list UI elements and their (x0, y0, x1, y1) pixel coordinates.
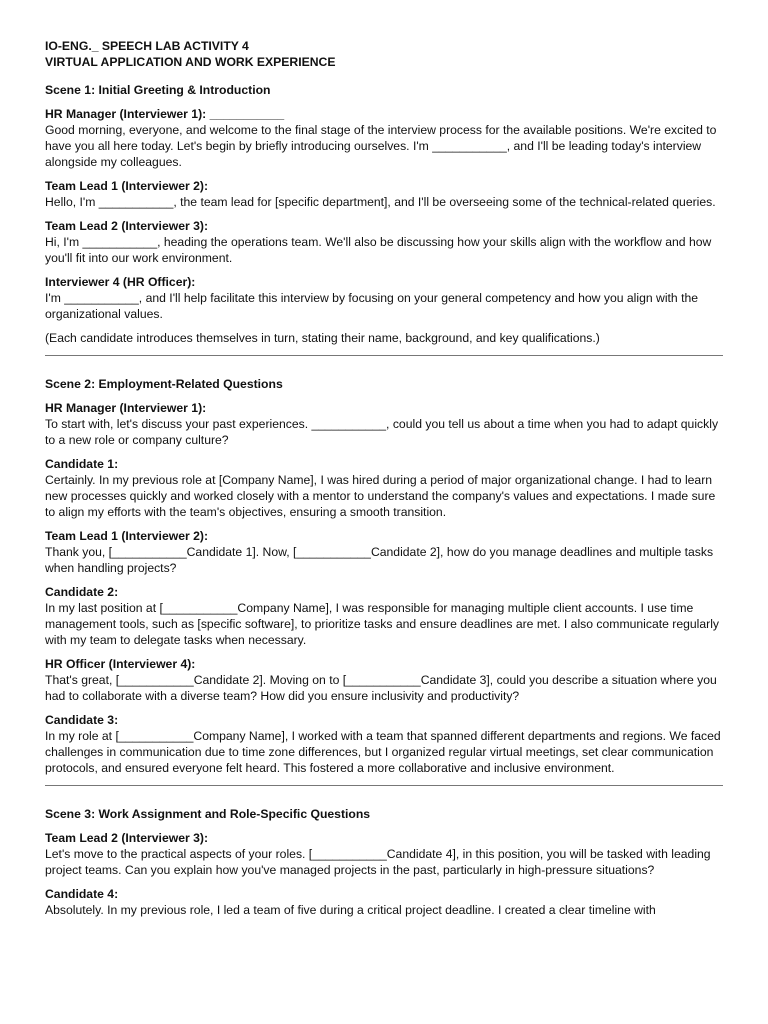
dialogue-block (45, 456, 725, 520)
dialogue-block (45, 178, 725, 210)
dialogue-block (45, 656, 725, 704)
section-divider (45, 785, 723, 786)
dialogue-block (45, 274, 725, 322)
speech-text: Thank you, [___________Candidate 1]. Now, [___________Candidate 2], how do you manage deadlines and multiple tasks when handling projects? (45, 545, 714, 575)
section-divider (45, 355, 723, 356)
speaker-label: Team Lead 2 (Interviewer 3): (45, 219, 209, 233)
speech-text: I'm ___________, and I'll help facilitate this interview by focusing on your general competency and how you align with the organizational values. (45, 291, 699, 321)
dialogue-block (45, 886, 725, 918)
scene-1 (45, 82, 725, 346)
scene-3-title: Scene 3: Work Assignment and Role-Specific Questions (45, 807, 371, 821)
speech-text: Absolutely. In my previous role, I led a team of five during a critical project deadline. I created a clear timeline with (45, 903, 656, 917)
scene-2-title: Scene 2: Employment-Related Questions (45, 377, 283, 391)
speech-text: In my role at [___________Company Name], I worked with a team that spanned different departments and regions. We faced challenges in communication due to time zone differences, but I organized regular virtual meetings, set clear communication protocols, and ensured everyone felt heard. This fostered a more collaborative and inclusive environment. (45, 729, 721, 775)
speech-text: Hello, I'm ___________, the team lead for [specific department], and I'll be overseeing some of the technical-related queries. (45, 195, 716, 209)
speaker-label: Team Lead 2 (Interviewer 3): (45, 831, 209, 845)
dialogue-block (45, 528, 725, 576)
speaker-label: Candidate 3: (45, 713, 119, 727)
speaker-label: Candidate 4: (45, 887, 119, 901)
speaker-label: HR Manager (Interviewer 1): ___________ (45, 107, 285, 121)
dialogue-block (45, 106, 725, 170)
speaker-label: Interviewer 4 (HR Officer): (45, 275, 196, 289)
speech-text: Certainly. In my previous role at [Company Name], I was hired during a period of major organizational change. I had to learn new processes quickly and worked closely with a mentor to understand the company's values and expectations. I made sure to align my efforts with the team's objectives, ensuring a smooth transition. (45, 473, 716, 519)
speaker-label: Team Lead 1 (Interviewer 2): (45, 529, 209, 543)
speech-text: To start with, let's discuss your past experiences. ___________, could you tell us about a time when you had to adapt quickly to a new role or company culture? (45, 417, 719, 447)
speaker-label: Team Lead 1 (Interviewer 2): (45, 179, 209, 193)
speaker-label: Candidate 1: (45, 457, 119, 471)
speech-text: Let's move to the practical aspects of your roles. [___________Candidate 4], in this position, you will be tasked with leading project teams. Can you explain how you've managed projects in the past, particularly in high-pressure situations? (45, 847, 711, 877)
speaker-label: HR Officer (Interviewer 4): (45, 657, 196, 671)
scene-1-title: Scene 1: Initial Greeting & Introduction (45, 83, 271, 97)
dialogue-block (45, 218, 725, 266)
scene-3 (45, 806, 725, 918)
speech-text: Good morning, everyone, and welcome to the final stage of the interview process for the available positions. We're excited to have you all here today. Let's begin by briefly introducing ourselves. I'm ___________, and I'll be leading today's interview alongside my colleagues. (45, 123, 717, 169)
dialogue-block (45, 830, 725, 878)
dialogue-block (45, 584, 725, 648)
speaker-label: HR Manager (Interviewer 1): (45, 401, 207, 415)
speech-text: Hi, I'm ___________, heading the operations team. We'll also be discussing how your skills align with the workflow and how you'll fit into our work environment. (45, 235, 712, 265)
speech-text: That's great, [___________Candidate 2]. Moving on to [___________Candidate 3], could you describe a situation where you had to collaborate with a diverse team? How did you ensure inclusivity and productivity? (45, 673, 717, 703)
document-title-line-1: IO-ENG._ SPEECH LAB ACTIVITY 4 (45, 39, 249, 53)
dialogue-block (45, 712, 725, 776)
speaker-label: Candidate 2: (45, 585, 119, 599)
document-page (45, 38, 725, 918)
speech-text: In my last position at [___________Company Name], I was responsible for managing multiple client accounts. I use time management tools, such as [specific software], to prioritize tasks and ensure deadlines are met. I also communicate regularly with my team to delegate tasks when necessary. (45, 601, 720, 647)
document-title-line-2: VIRTUAL APPLICATION AND WORK EXPERIENCE (45, 55, 336, 69)
dialogue-block (45, 400, 725, 448)
scene-2 (45, 376, 725, 776)
stage-direction-note: (Each candidate introduces themselves in turn, stating their name, background, and key qualifications.) (45, 331, 600, 345)
